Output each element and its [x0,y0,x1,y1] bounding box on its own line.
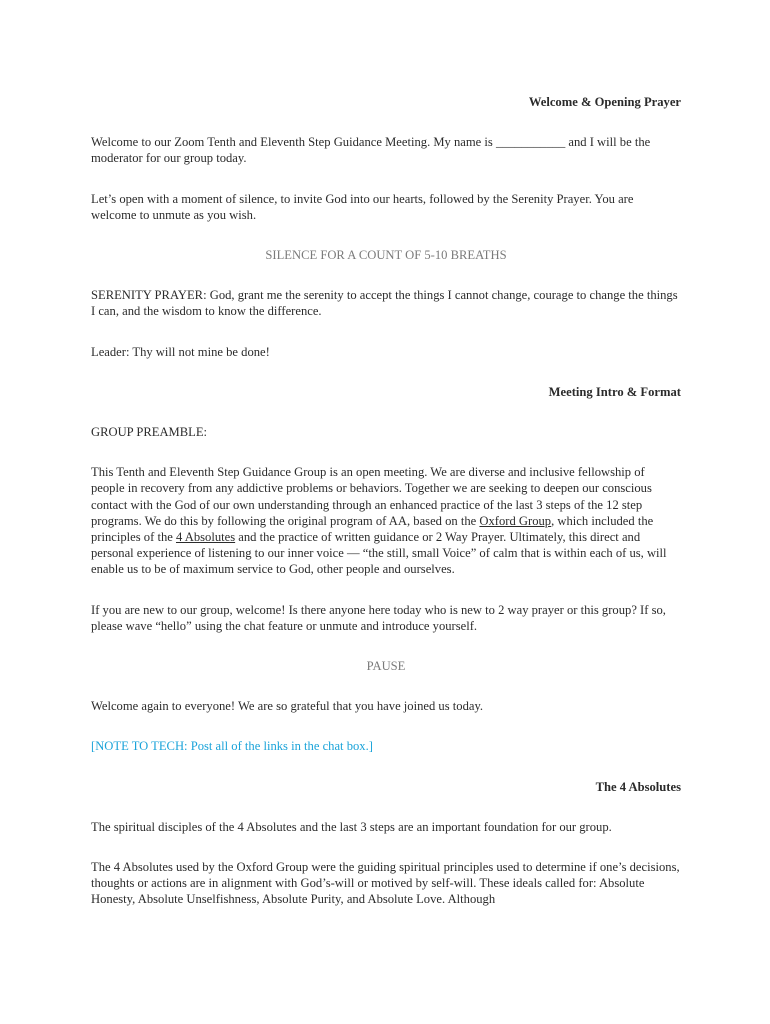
pause-instruction: PAUSE [366,659,406,674]
oxford-group-link[interactable]: Oxford Group [479,513,552,528]
tech-note: [NOTE TO TECH: Post all of the links in the chat box.] [91,739,373,754]
silence-instruction: SILENCE FOR A COUNT OF 5-10 BREATHS [265,248,507,263]
absolutes-intro-paragraph: The spiritual disciples of the 4 Absolutes and the last 3 steps are an important foundation for our group. [91,819,612,834]
leader-line: Leader: Thy will not mine be done! [91,344,270,359]
serenity-prayer-paragraph: SERENITY PRAYER: God, grant me the serenity to accept the things I cannot change, courage to change the things I can, and the wisdom to know the difference. [91,288,678,319]
welcome-again-paragraph: Welcome again to everyone! We are so grateful that you have joined us today. [91,699,484,714]
preamble-text-part2: , which included the principles of the [91,513,654,545]
absolutes-body-paragraph: The 4 Absolutes used by the Oxford Group were the guiding spiritual principles used to determine if one’s decisions, thoughts or actions are in alignment with God’s-will or motived by self-will. These ideals called for: Absolute Honesty, Absolute Unselfishness, Absolute Purity, and Absolute Love. Although [91,860,680,907]
four-absolutes-link[interactable]: 4 Absolutes [175,530,236,545]
group-preamble-label: GROUP PREAMBLE: [91,425,208,440]
preamble-text-part3: and the practice of written guidance or 2 Way Prayer. Ultimately, this direct and personal experience of listening to our inner voice — “the still, small Voice” of calm that is within each of us, will enable us to be of maximum service to God, other people and ourselves. [91,530,667,577]
open-silence-paragraph: Let’s open with a moment of silence, to invite God into our hearts, followed by the Serenity Prayer. You are welcome to unmute as you wish. [91,191,634,222]
welcome-paragraph: Welcome to our Zoom Tenth and Eleventh Step Guidance Meeting. My name is ___________ and I will be the moderator for our group today. [91,135,651,166]
document-body [91,94,681,908]
heading-meeting-intro-format: Meeting Intro & Format [548,384,681,399]
heading-four-absolutes: The 4 Absolutes [595,779,681,794]
preamble-text-part1: This Tenth and Eleventh Step Guidance Group is an open meeting. We are diverse and inclusive fellowship of people in recovery from any addictive problems or behaviors. Together we are seeking to deepen our conscious contact with the God of our own understanding through an enhanced practice of the last 3 steps of the 12 step programs. We do this by following the original program of AA, based on the [91,465,652,528]
heading-welcome-opening-prayer: Welcome & Opening Prayer [528,95,681,109]
preamble-paragraph [91,464,681,577]
newcomer-paragraph: If you are new to our group, welcome! Is there anyone here today who is new to 2 way prayer or this group? If so, please wave “hello” using the chat feature or unmute and introduce yourself. [91,602,666,633]
